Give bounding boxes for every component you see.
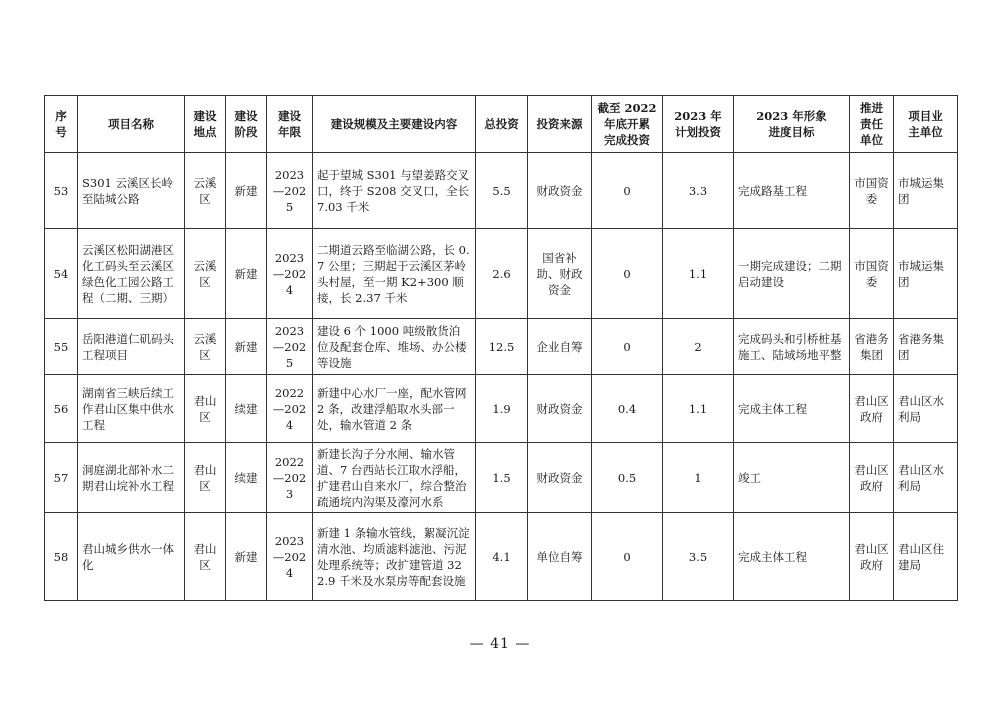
cell-location: 君山区 [185,513,226,601]
cell-target2023: 一期完成建设；二期启动建设 [734,229,850,319]
cell-responsible: 君山区政府 [850,513,894,601]
cell-period: 2023—2024 [267,229,313,319]
cell-location: 云溪区 [185,229,226,319]
cell-period: 2023—2025 [267,153,313,229]
cell-name: S301 云溪区长岭至陆城公路 [78,153,185,229]
cell-name: 湖南省三峡后续工作君山区集中供水工程 [78,375,185,443]
cell-source: 单位自筹 [528,513,592,601]
cell-content: 新建长沟子分水闸、输水管道、7 台西站长江取水浮船，扩建君山自来水厂，综合整治疏通垸内沟渠及濠河水系 [313,443,476,513]
cell-period: 2023—2025 [267,319,313,375]
cell-seq: 54 [45,229,78,319]
project-table [44,95,958,601]
cell-target2023: 完成主体工程 [734,513,850,601]
cell-name: 云溪区松阳湖港区化工码头至云溪区绿色化工园公路工程（二期、三期） [78,229,185,319]
cell-target2023: 完成码头和引桥桩基施工、陆域场地平整 [734,319,850,375]
cell-content: 新建中心水厂一座，配水管网 2 条，改建浮船取水头部一处，输水管道 2 条 [313,375,476,443]
table-row [45,153,958,229]
cell-location: 君山区 [185,443,226,513]
header-stage: 建设 阶段 [226,96,267,153]
cell-source: 财政资金 [528,375,592,443]
cell-source: 国省补助、财政资金 [528,229,592,319]
cell-name: 岳阳港道仁矶码头工程项目 [78,319,185,375]
cell-total: 12.5 [476,319,528,375]
cell-responsible: 市国资委 [850,229,894,319]
cell-seq: 58 [45,513,78,601]
cell-plan2023: 1 [663,443,734,513]
cell-owner: 市城运集团 [894,153,958,229]
cell-total: 4.1 [476,513,528,601]
cell-location: 云溪区 [185,153,226,229]
header-target2023: 2023 年形象 进度目标 [734,96,850,153]
cell-target2023: 竣工 [734,443,850,513]
cell-stage: 新建 [226,319,267,375]
cell-source: 企业自筹 [528,319,592,375]
cell-stage: 续建 [226,443,267,513]
page-number: — 41 — [469,636,531,652]
cell-seq: 56 [45,375,78,443]
header-total: 总投资 [476,96,528,153]
cell-stage: 续建 [226,375,267,443]
cell-responsible: 君山区政府 [850,375,894,443]
header-row [45,96,958,153]
cell-location: 云溪区 [185,319,226,375]
cell-plan2023: 2 [663,319,734,375]
cell-total: 5.5 [476,153,528,229]
cell-location: 君山区 [185,375,226,443]
cell-plan2023: 1.1 [663,229,734,319]
header-source: 投资来源 [528,96,592,153]
header-content: 建设规模及主要建设内容 [313,96,476,153]
cell-responsible: 君山区政府 [850,443,894,513]
header-owner: 项目业 主单位 [894,96,958,153]
table-row [45,229,958,319]
header-name: 项目名称 [78,96,185,153]
table-row [45,375,958,443]
cell-name: 君山城乡供水一体化 [78,513,185,601]
cell-target2023: 完成路基工程 [734,153,850,229]
cell-owner: 市城运集团 [894,229,958,319]
cell-seq: 55 [45,319,78,375]
cell-owner: 君山区住建局 [894,513,958,601]
table-row [45,513,958,601]
cell-content: 新建 1 条输水管线，絮凝沉淀清水池、均质滤料滤池、污泥处理系统等；改扩建管道 322.9 千米及水泵房等配套设施 [313,513,476,601]
header-cumulative: 截至 2022 年底开累 完成投资 [592,96,663,153]
cell-plan2023: 1.1 [663,375,734,443]
cell-period: 2022—2024 [267,375,313,443]
header-period: 建设 年限 [267,96,313,153]
cell-content: 二期道云路至临湖公路，长 0.7 公里；三期起于云溪区茅岭头村屋，至一期 K2+300 顺接，长 2.37 千米 [313,229,476,319]
cell-plan2023: 3.3 [663,153,734,229]
cell-total: 1.9 [476,375,528,443]
header-location: 建设 地点 [185,96,226,153]
cell-cumulative: 0 [592,153,663,229]
cell-name: 洞庭湖北部补水二期君山垸补水工程 [78,443,185,513]
header-seq: 序 号 [45,96,78,153]
cell-cumulative: 0.4 [592,375,663,443]
cell-source: 财政资金 [528,443,592,513]
cell-content: 起于望城 S301 与望姜路交叉口，终于 S208 交叉口，全长 7.03 千米 [313,153,476,229]
cell-owner: 君山区水利局 [894,443,958,513]
cell-cumulative: 0 [592,319,663,375]
cell-total: 2.6 [476,229,528,319]
cell-period: 2023—2024 [267,513,313,601]
cell-seq: 53 [45,153,78,229]
cell-responsible: 市国资委 [850,153,894,229]
header-plan2023: 2023 年 计划投资 [663,96,734,153]
cell-target2023: 完成主体工程 [734,375,850,443]
table-row [45,443,958,513]
cell-stage: 新建 [226,513,267,601]
cell-cumulative: 0.5 [592,443,663,513]
cell-stage: 新建 [226,229,267,319]
cell-stage: 新建 [226,153,267,229]
cell-content: 建设 6 个 1000 吨级散货泊位及配套仓库、堆场、办公楼等设施 [313,319,476,375]
cell-owner: 省港务集团 [894,319,958,375]
cell-cumulative: 0 [592,229,663,319]
cell-owner: 君山区水利局 [894,375,958,443]
cell-plan2023: 3.5 [663,513,734,601]
table-row [45,319,958,375]
cell-total: 1.5 [476,443,528,513]
header-responsible: 推进 责任 单位 [850,96,894,153]
cell-responsible: 省港务集团 [850,319,894,375]
cell-period: 2022—2023 [267,443,313,513]
cell-seq: 57 [45,443,78,513]
cell-source: 财政资金 [528,153,592,229]
cell-cumulative: 0 [592,513,663,601]
